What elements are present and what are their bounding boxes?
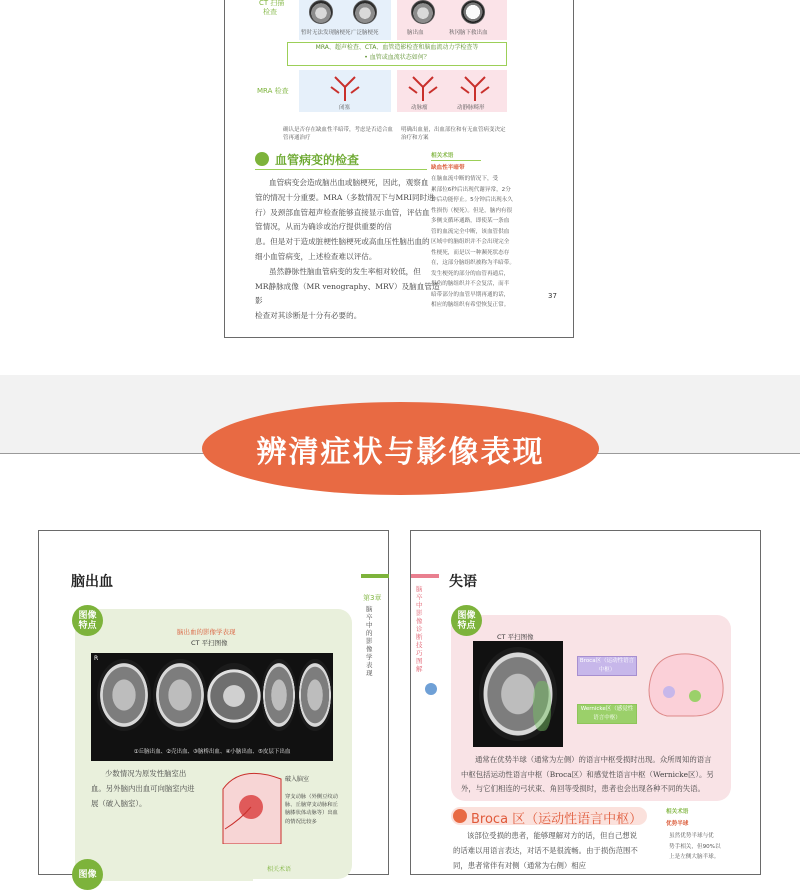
ct-thumbnail [353, 0, 377, 24]
ct-hemorrhage-panel [397, 0, 507, 40]
page-number: 37 [548, 292, 557, 300]
chapter-tab-bar [411, 574, 439, 578]
next-badge: 图像 [72, 859, 103, 890]
flow-question-box [287, 42, 507, 66]
section-bullet-icon [453, 809, 467, 823]
body-line: 息。但是对于造成脏梗性脑梗死或高血压性脑出血的 [255, 237, 430, 247]
body-line: 行）及颈部血管超声检查能够直接显示血管，评估血 [255, 207, 430, 217]
mra-blue-panel [299, 70, 391, 112]
panel-subtitle: CT 平扫图像 [191, 639, 228, 647]
inset-label: 穿支动脉（外侧豆纹动脉、丘脑穿支动脉和丘脑膝状体动脉等）出血的情况比较多 [285, 794, 338, 825]
body-line: 管的情况十分重要。MRA（多数情况下与MRI同时进 [255, 192, 435, 202]
right-body-text [461, 753, 731, 797]
top-book-page [224, 0, 574, 338]
body-line: 血。另外脑内出血可向脑室内进 [91, 783, 195, 793]
mra-note: 明确出血量，出血部位和有无血管病变决定治疗和方案 [401, 127, 506, 141]
page-title: 脑出血 [71, 574, 113, 590]
side-term: 缺血性半暗带 [431, 165, 465, 171]
ct-thumbnail [309, 0, 333, 24]
side-line: 累部位6秒后出现代谢异常，2分 [431, 186, 511, 193]
side-paragraph [669, 831, 749, 863]
body-line: 血管病变会造成脑出血或脑梗死，因此，观察血 [269, 178, 429, 187]
side-line: 性梗死，而是以一种濒死状态存 [431, 249, 510, 256]
mra-vessel-image [327, 73, 363, 101]
side-line: 多侧支循环通路，即使某一条血 [431, 218, 510, 224]
book-logo-icon [425, 683, 437, 695]
flow-question-sub: • 血管或血流状态如何？ [364, 54, 430, 61]
body-line: 少数情况为原发性脑室出 [105, 769, 187, 778]
ct-thumbnail [411, 0, 435, 24]
body-line: 该部位受损的患者，能够理解对方的话，但自己想说 [467, 831, 637, 840]
mra-caption: 动静脉畸形 [457, 105, 485, 111]
bottom-body-text [453, 829, 653, 873]
side-paragraph [431, 174, 543, 311]
badge-line: 图像 [78, 610, 97, 621]
left-body-text [91, 767, 219, 811]
body-line: 检查对其诊断是十分有必要的。 [255, 311, 362, 321]
ct-caption: 秋冈脑下救出血 [449, 30, 488, 36]
panel-title: 脑出血的影像学表现 [177, 628, 236, 636]
side-line: 发生梗死的部分的血管再通后， [431, 270, 510, 277]
side-term: 优势半球 [666, 821, 689, 827]
mra-note: 确认是否存在缺血性半暗带，考虑是否适合血管再通治疗 [283, 127, 394, 141]
feature-badge [451, 605, 482, 636]
mra-caption: 闭塞 [339, 105, 351, 111]
side-line: 相应的脑组织有希望恢复正常。 [431, 302, 510, 308]
side-rule [431, 160, 481, 161]
body-line: 外，与它们相连的弓状束、角回等受损时，患者也会出现各种不同的失语。 [461, 784, 705, 793]
chapter-number: 第3章 [363, 594, 382, 602]
side-line: 损伤的脑组织并不会复活，而半 [431, 281, 510, 287]
ct-caption: 暂时无法发现脑梗死 [301, 30, 351, 36]
brain-lateral-illustration [643, 646, 729, 726]
side-line: 在脑血流中断的情况下，受 [431, 176, 499, 182]
chapter-tab-bar [361, 574, 389, 578]
ct-image-strip [91, 653, 333, 761]
right-book-page [410, 530, 761, 875]
ct-caption: ①丘脑出血、②壳出血、③脑桥出血、④小脑出血、⑤皮层下出血 [133, 749, 291, 755]
side-line: 性损伤（梗死）。但是，脑内有很 [431, 207, 513, 214]
mra-label: MRA 检查 [257, 87, 289, 95]
body-line: 中枢包括运动性语言中枢（Broca区）和感觉性语言中枢（Wernicke区）。另 [461, 769, 714, 779]
wernicke-callout: Wernicke区（感觉性语言中枢） [577, 704, 637, 724]
section-bullet-icon [255, 152, 269, 166]
side-line: 钟后功能停止。5分钟后出现永久 [431, 197, 513, 203]
ct-scan-pontine [207, 663, 261, 729]
ct-scan-subcortical [297, 659, 333, 731]
body-line: 的话难以用语言表达，对话不是很流畅。由于损伤范围不 [453, 845, 638, 855]
section-title: Broca 区（运动性语言中枢） [471, 812, 643, 827]
ct-sub-label: 检查 [263, 8, 277, 16]
chapter-title: 脑卒中影像诊断技巧图解 [416, 585, 423, 673]
side-line: 势手相关，但90%以 [669, 843, 721, 850]
side-line: 管的血流完全中断，该血管供血 [431, 228, 510, 235]
side-heading: 相关术语 [666, 809, 689, 815]
feature-badge [72, 605, 103, 636]
side-heading: 相关术语 [267, 866, 292, 873]
left-book-page [38, 530, 389, 880]
side-heading: 相关术语 [431, 153, 454, 159]
broca-callout: Broca区（运动性语言中枢） [577, 656, 637, 676]
badge-line: 图像 [457, 610, 476, 621]
badge-line: 特点 [78, 620, 97, 631]
side-line: 上是左侧大脑半球。 [669, 854, 720, 860]
body-line: MR静脉成像（MR venography、MRV）及脑血管造影 [255, 281, 440, 306]
body-line: 展（破入脑室）。 [91, 798, 147, 808]
ct-thumbnail [461, 0, 485, 24]
chapter-title: 脑卒中的影像学表现 [366, 605, 373, 677]
side-line: 虽然优势半球与优 [669, 833, 714, 839]
body-line: 虽然静脉性脑血管病变的发生率相对较低，但 [269, 266, 421, 276]
badge-line: 特点 [457, 620, 476, 631]
side-line: 在，这部分脑组织被称为半暗带。 [431, 260, 515, 266]
inset-label: 破入脑室 [285, 776, 310, 783]
flow-question: MRA、超声检查、CTA、血管造影检查和脑血流动力学检查等 [315, 44, 479, 51]
ct-scan-thalamic [97, 659, 151, 731]
ct-image [473, 641, 563, 747]
mra-caption: 动脉瘤 [411, 105, 428, 111]
ct-scan-putamen [153, 659, 207, 731]
mra-vessel-image [457, 73, 493, 101]
ct-infarct-panel [299, 0, 391, 40]
ct-caption: 广泛脑梗死 [351, 30, 379, 36]
body-line: 通常在优势半球（通常为左侧）的语言中枢受损时出现。众所周知的语言 [475, 755, 712, 764]
ct-label: CT 扫描 [259, 0, 285, 7]
ct-scan-cerebellar [261, 659, 297, 731]
panel-title: CT 平扫图像 [497, 633, 534, 641]
section-underline [255, 169, 427, 170]
body-line: 细小血管病变，上述检查难以评估。 [255, 251, 377, 261]
mra-vessel-image [405, 73, 441, 101]
side-line: 暗带部分的血管早期再通的话， [431, 291, 510, 298]
mra-pink-panel [397, 70, 507, 112]
body-line: 同，患者常伴有对侧（通常为右侧）相应 [453, 860, 587, 870]
body-paragraph [255, 176, 440, 324]
section-title: 血管病变的检查 [275, 153, 360, 167]
side-line: 区域中的脑组织并不会出现完全 [431, 239, 510, 245]
ct-caption: 脑出血 [407, 30, 424, 36]
lesion-highlight [533, 681, 551, 731]
orientation-mark: R [94, 655, 99, 662]
section-banner: 辨清症状与影像表现 [202, 402, 599, 495]
page-title: 失语 [449, 574, 477, 590]
body-line: 管情况，从而为确诊或治疗提供重要的信 [255, 222, 392, 232]
